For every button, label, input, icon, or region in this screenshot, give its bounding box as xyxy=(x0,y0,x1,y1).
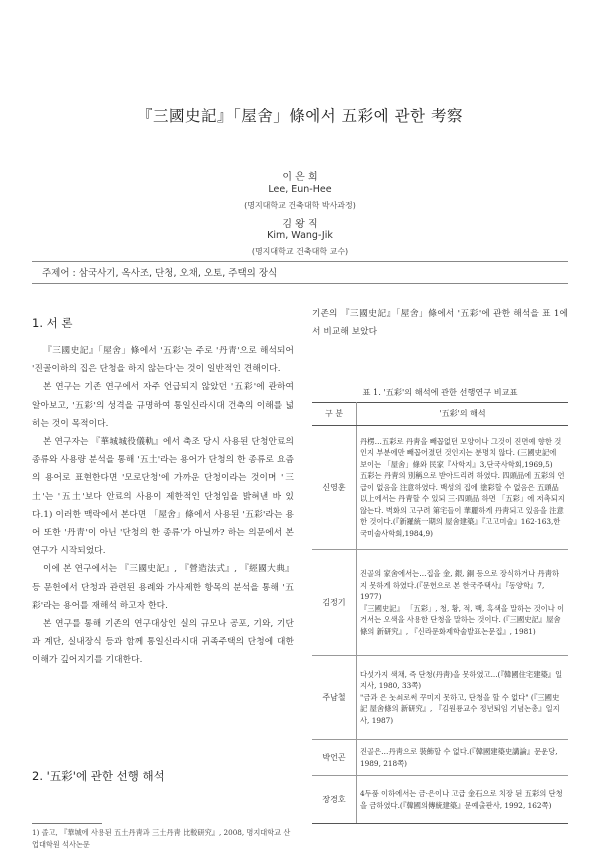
row-interpretation: 진골은…丹靑으로 裝飾할 수 없다.(『韓國建築史講論』문운당, 1989, 218쪽) xyxy=(357,740,569,776)
keywords: 주제어 : 삼국사기, 옥사조, 단청, 오채, 오토, 주택의 장식 xyxy=(42,268,278,279)
column-header: 구 분 xyxy=(312,403,357,426)
keywords-top-rule xyxy=(32,261,568,262)
paper-title: 『三國史記』「屋舍」條에서 五彩에 관한 考察 xyxy=(137,107,463,125)
author-1-roman: Lee, Eun-Hee xyxy=(268,184,332,195)
row-author: 박언곤 xyxy=(312,740,357,776)
section-1-heading: 1. 서 론 xyxy=(32,316,73,330)
section-2-heading: 2. '五彩'에 관한 선행 해석 xyxy=(32,769,165,783)
author-2-affiliation: (명지대학교 건축대학 교수) xyxy=(251,247,349,256)
table-row xyxy=(312,656,568,740)
author-2-name: 김 왕 직 xyxy=(282,219,318,230)
row-author: 주남철 xyxy=(312,656,357,740)
footnote: 1) 졸고, 『華城에 사용된 五土丹靑과 三土丹靑 比較研究』, 2008, 명지대학교 산업대학원 석사논문 xyxy=(32,828,291,849)
keywords-bottom-rule xyxy=(32,283,568,284)
table-row xyxy=(312,550,568,656)
table-header-row xyxy=(312,403,568,426)
author-1-affiliation: (명지대학교 건축대학 박사과정) xyxy=(244,201,356,210)
column-header: '五彩'의 해석 xyxy=(357,403,569,426)
row-author: 김정기 xyxy=(312,550,357,656)
row-interpretation: 4두품 이하에서는 금·은이나 고급 金石으로 치장 된 五彩의 단청을 금하였다.(『韓國의傳統建築』문예출판사, 1992, 162쪽) xyxy=(357,776,569,824)
table-row xyxy=(312,776,568,824)
paragraph: 본 연구는 기존 연구에서 자주 언급되지 않았던 '五彩'에 관하여 알아보고, '五彩'의 성격을 규명하여 통일신라시대 건축의 이해를 넓히는 것이 목적이다. xyxy=(32,382,294,429)
paragraph: 기존의 『三國史記』「屋舍」條에서 '五彩'에 관한 해석을 표 1에서 비교해 보았다 xyxy=(312,309,568,338)
table-row xyxy=(312,426,568,550)
table-row xyxy=(312,740,568,776)
author-2-roman: Kim, Wang-Jik xyxy=(267,230,333,241)
paragraph: 『三國史記』「屋舍」條에서 '五彩'는 주로 '丹靑'으로 해석되어 '진골이하의 집은 단청을 하지 않는다'는 것이 일반적인 견해이다. xyxy=(32,346,294,375)
footnote-rule xyxy=(32,823,102,824)
row-author: 장경호 xyxy=(312,776,357,824)
paragraph: 이에 본 연구에서는 『三國史記』, 『營造法式』, 『經國大典』 등 문헌에서 단청과 관련된 용례와 가사제한 항목의 분석을 통해 '五彩'라는 용어를 재해석 하고자 한다. xyxy=(32,564,294,611)
section-1-body xyxy=(32,342,294,670)
row-interpretation: 진골의 家舍에서는…집을 金, 銀, 銅 등으로 장식하거나 丹靑하지 못하게 하였다.(『문헌으로 본 한국주택사』『동양학』7, 1977) 『三國史記』 「五彩」, 청, 황, 적, 백, 흑색을 말하는 것이나 이거서는 오색을 사용한 단청을 말하는 것이다. (『三國史記』屋舍條의 新研究』, 『신라문화제학술발표논문집』, 1981) xyxy=(357,550,569,656)
row-interpretation: 다섯가지 색채, 즉 단청(丹靑)을 못하였고...(『韓國住宅建築』일지사, 1980, 33쪽) "금과 은 놋쇠로써 꾸미지 못하고, 단청을 할 수 없다" (『三國史記 屋舍條의 新研究』, 『김원룡교수 정년퇴임 기념논총』일지사, 1987) xyxy=(357,656,569,740)
table-intro xyxy=(312,305,568,341)
row-author: 신영훈 xyxy=(312,426,357,550)
paragraph: 본 연구자는 『華城城役儀軌』에서 축조 당시 사용된 단청안료의 종류와 사용량 분석을 통해 '五土'라는 용어가 단청의 한 종류로 요즘의 용어로 표현한다면 '모로단청'에 가까운 단청이라는 것이며 '三土'는 '五土'보다 안료의 사용이 제한적인 단청임을 밝혀낸 바 있다.1) 이러한 맥락에서 본다면 「屋舍」條에서 사용된 '五彩'라는 용어 또한 '丹靑'이 아닌 '단청의 한 종류'가 아닐까? 하는 의문에서 본 연구가 시작되었다. xyxy=(32,437,294,557)
paragraph: 본 연구를 통해 기존의 연구대상인 실의 규모나 공포, 기와, 기단과 계단, 실내장식 등과 함께 통일신라시대 귀족주택의 단청에 대한 이해가 깊어지기를 기대한다. xyxy=(32,619,294,666)
comparison-table xyxy=(312,402,568,824)
row-interpretation: 丹楞…五彩로 丹靑을 빼꼽없던 모양이나 그것이 진면예 향한 것인지 부분에만 빼꼽어졌던 것인지는 분명치 않다. (三國史記에 보이는 「屋舍」條와 民家『사학지』3,단국사학회,1969,5) 五彩는 丹靑의 別稱으로 받아드리려 하였다. 四頭品에 五彩의 언급이 없음을 注意하였다. 백성의 집에 塗彩할 수 없음은 五頭品 以上에서는 丹靑할 수 있되 三·四頭品 하면 「五彩」에 저촉되지 않는다. 벽화의 고구려 第宅들이 華麗하게 丹靑되고 있음을 注意한 것이다.(『新羅統一期의 屋舍建築』『고고미술』162·163,한국미술사학회,1984,9) xyxy=(357,426,569,550)
author-1-name: 이 은 희 xyxy=(282,172,318,183)
table-caption: 표 1. '五彩'의 해석에 관한 선행연구 비교표 xyxy=(362,387,518,397)
